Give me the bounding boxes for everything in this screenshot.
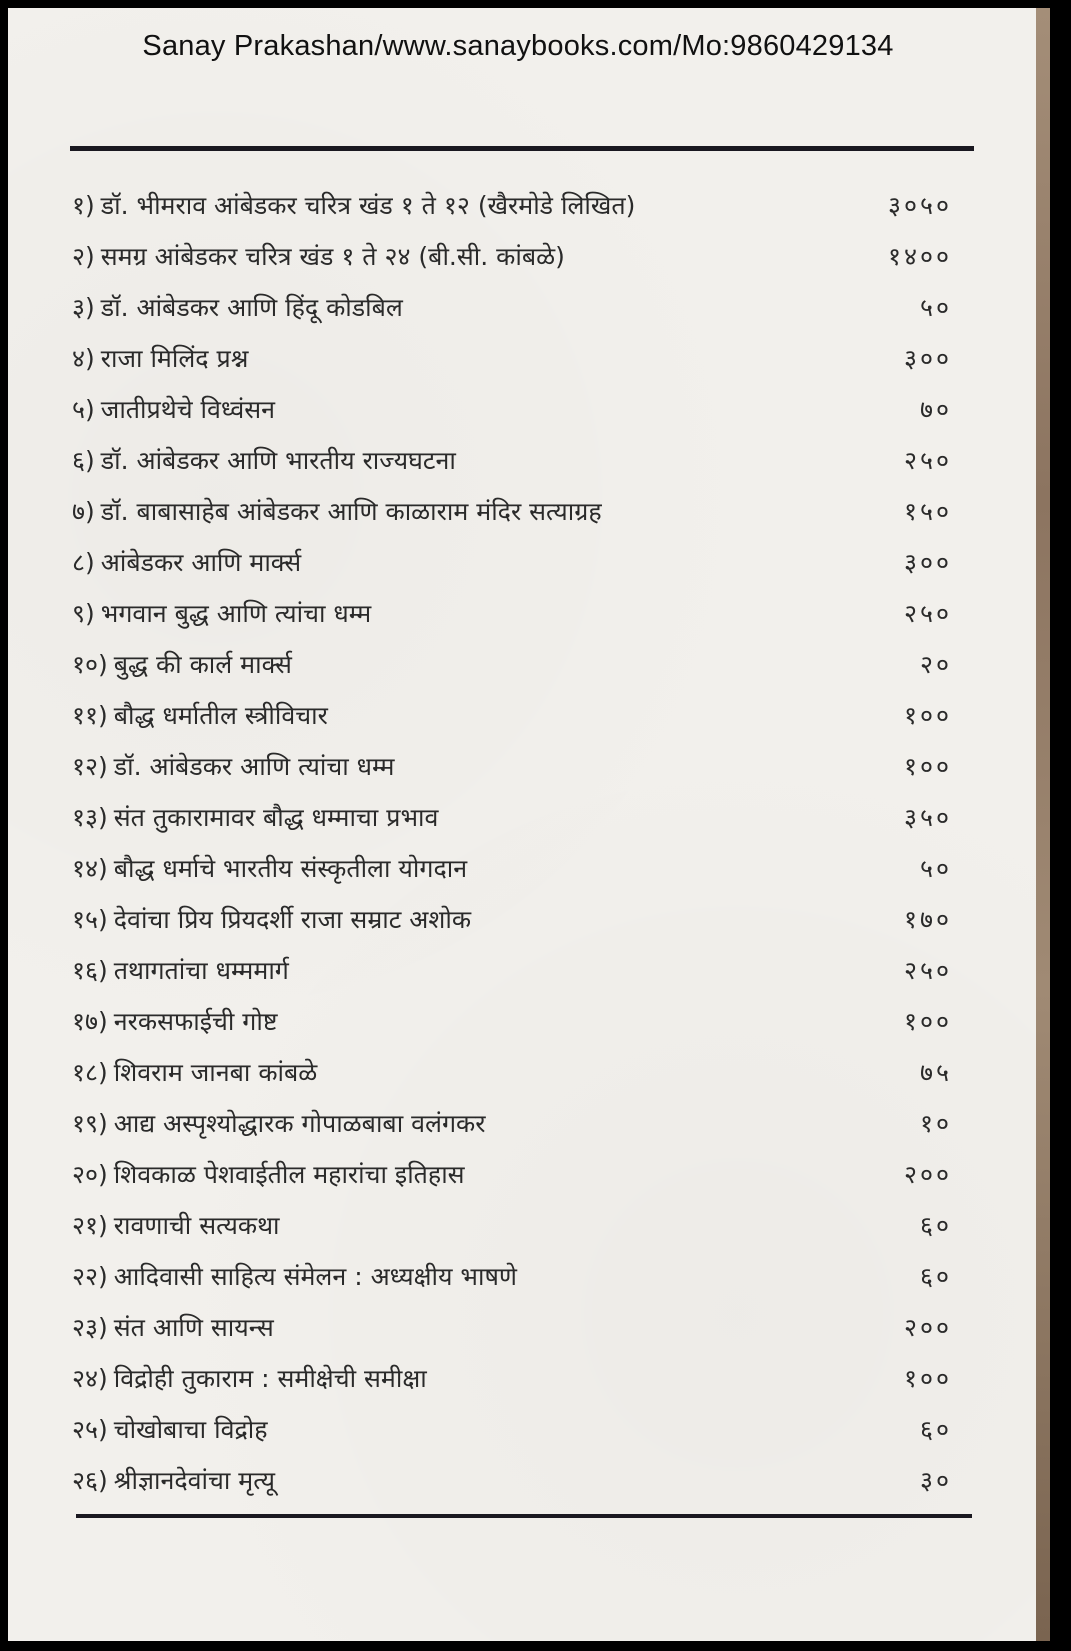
list-item [72, 996, 952, 1047]
item-number: ७) [72, 497, 95, 526]
item-number: ११) [72, 701, 108, 730]
book-price: ६० [919, 1262, 952, 1291]
item-number: ८) [72, 548, 95, 577]
list-item [72, 1200, 952, 1251]
book-title: डॉ. आंबेडकर आणि त्यांचा धम्म [113, 752, 395, 781]
book-price: ३०० [903, 548, 952, 577]
item-number: २४) [72, 1364, 108, 1393]
book-price: ३० [919, 1466, 952, 1495]
book-price: ३०५० [887, 191, 952, 220]
list-item [72, 231, 952, 282]
item-number: २१) [72, 1211, 108, 1240]
list-item [72, 792, 952, 843]
list-item [72, 1353, 952, 1404]
book-title: आद्य अस्पृश्योद्धारक गोपाळबाबा वलंगकर [113, 1109, 486, 1138]
book-title: विद्रोही तुकाराम : समीक्षेची समीक्षा [113, 1364, 427, 1393]
list-item [72, 384, 952, 435]
list-item [72, 1251, 952, 1302]
scanned-page [8, 8, 1050, 1641]
book-price: १५० [903, 497, 952, 526]
item-number: १४) [72, 854, 108, 883]
list-item [72, 333, 952, 384]
item-number: २२) [72, 1262, 108, 1291]
book-price: १७० [903, 905, 952, 934]
book-price: ६० [919, 1211, 952, 1240]
book-title: आंबेडकर आणि मार्क्स [100, 548, 302, 577]
book-title: शिवराम जानबा कांबळे [113, 1058, 318, 1087]
book-title: नरकसफाईची गोष्ट [113, 1007, 278, 1036]
book-price: ३५० [903, 803, 952, 832]
list-item [72, 486, 952, 537]
book-price: २० [919, 650, 952, 679]
list-item [72, 537, 952, 588]
item-number: ९) [72, 599, 95, 628]
book-price-list [72, 180, 952, 1506]
list-item [72, 180, 952, 231]
item-number: १२) [72, 752, 108, 781]
list-item [72, 1047, 952, 1098]
book-title: देवांचा प्रिय प्रियदर्शी राजा सम्राट अशोक [113, 905, 472, 934]
list-item [72, 639, 952, 690]
item-number: ४) [72, 344, 95, 373]
item-number: १) [72, 191, 95, 220]
book-title: भगवान बुद्ध आणि त्यांचा धम्म [100, 599, 372, 628]
book-title: बौद्ध धर्मातील स्त्रीविचार [113, 701, 328, 730]
list-item [72, 435, 952, 486]
item-number: १३) [72, 803, 108, 832]
book-title: संत आणि सायन्स [113, 1313, 274, 1342]
list-item [72, 843, 952, 894]
book-title: संत तुकारामावर बौद्ध धम्माचा प्रभाव [113, 803, 439, 832]
item-number: ५) [72, 395, 95, 424]
item-number: २०) [72, 1160, 108, 1189]
book-price: ७५ [919, 1058, 952, 1087]
book-title: चोखोबाचा विद्रोह [113, 1415, 268, 1444]
list-item [72, 741, 952, 792]
book-price: १०० [903, 752, 952, 781]
book-title: जातीप्रथेचे विध्वंसन [100, 395, 275, 424]
book-title: समग्र आंबेडकर चरित्र खंड १ ते २४ (बी.सी. कांबळे) [100, 242, 565, 271]
item-number: २) [72, 242, 95, 271]
list-item [72, 1149, 952, 1200]
book-price: २५० [903, 446, 952, 475]
book-title: डॉ. आंबेडकर आणि हिंदू कोडबिल [100, 293, 403, 322]
book-price: १०० [903, 1007, 952, 1036]
book-title: आदिवासी साहित्य संमेलन : अध्यक्षीय भाषणे [113, 1262, 517, 1291]
book-price: २०० [903, 1313, 952, 1342]
item-number: १०) [72, 650, 108, 679]
book-price: १०० [903, 701, 952, 730]
book-price: २५० [903, 956, 952, 985]
publisher-header: Sanay Prakashan/www.sanaybooks.com/Mo:9860429134 [142, 30, 894, 62]
book-title: डॉ. भीमराव आंबेडकर चरित्र खंड १ ते १२ (खैरमोडे लिखित) [100, 191, 636, 220]
list-item [72, 588, 952, 639]
book-price: १४०० [887, 242, 952, 271]
list-item [72, 1302, 952, 1353]
list-item [72, 282, 952, 333]
book-title: श्रीज्ञानदेवांचा मृत्यू [113, 1466, 275, 1495]
item-number: २६) [72, 1466, 108, 1495]
list-item [72, 894, 952, 945]
list-item [72, 690, 952, 741]
book-title: बुद्ध की कार्ल मार्क्स [113, 650, 292, 679]
book-price: १०० [903, 1364, 952, 1393]
book-price: ५० [919, 293, 952, 322]
book-title: डॉ. बाबासाहेब आंबेडकर आणि काळाराम मंदिर सत्याग्रह [100, 497, 602, 526]
item-number: १७) [72, 1007, 108, 1036]
item-number: १९) [72, 1109, 108, 1138]
book-price: ३०० [903, 344, 952, 373]
book-price: २०० [903, 1160, 952, 1189]
book-title: शिवकाळ पेशवाईतील महारांचा इतिहास [113, 1160, 465, 1189]
book-price: ५० [919, 854, 952, 883]
top-divider [70, 146, 974, 151]
bottom-divider [76, 1514, 972, 1518]
book-price: ६० [919, 1415, 952, 1444]
book-title: रावणाची सत्यकथा [113, 1211, 280, 1240]
item-number: ६) [72, 446, 95, 475]
list-item [72, 1404, 952, 1455]
page-edge [1036, 8, 1050, 1641]
item-number: १५) [72, 905, 108, 934]
item-number: १६) [72, 956, 108, 985]
book-title: तथागतांचा धम्ममार्ग [113, 956, 289, 985]
book-title: डॉ. आंबेडकर आणि भारतीय राज्यघटना [100, 446, 456, 475]
list-item [72, 1098, 952, 1149]
book-price: ७० [919, 395, 952, 424]
item-number: १८) [72, 1058, 108, 1087]
book-title: बौद्ध धर्माचे भारतीय संस्कृतीला योगदान [113, 854, 468, 883]
book-price: २५० [903, 599, 952, 628]
list-item [72, 945, 952, 996]
book-title: राजा मिलिंद प्रश्न [100, 344, 249, 373]
item-number: २३) [72, 1313, 108, 1342]
item-number: २५) [72, 1415, 108, 1444]
book-price: १० [919, 1109, 952, 1138]
item-number: ३) [72, 293, 95, 322]
list-item [72, 1455, 952, 1506]
